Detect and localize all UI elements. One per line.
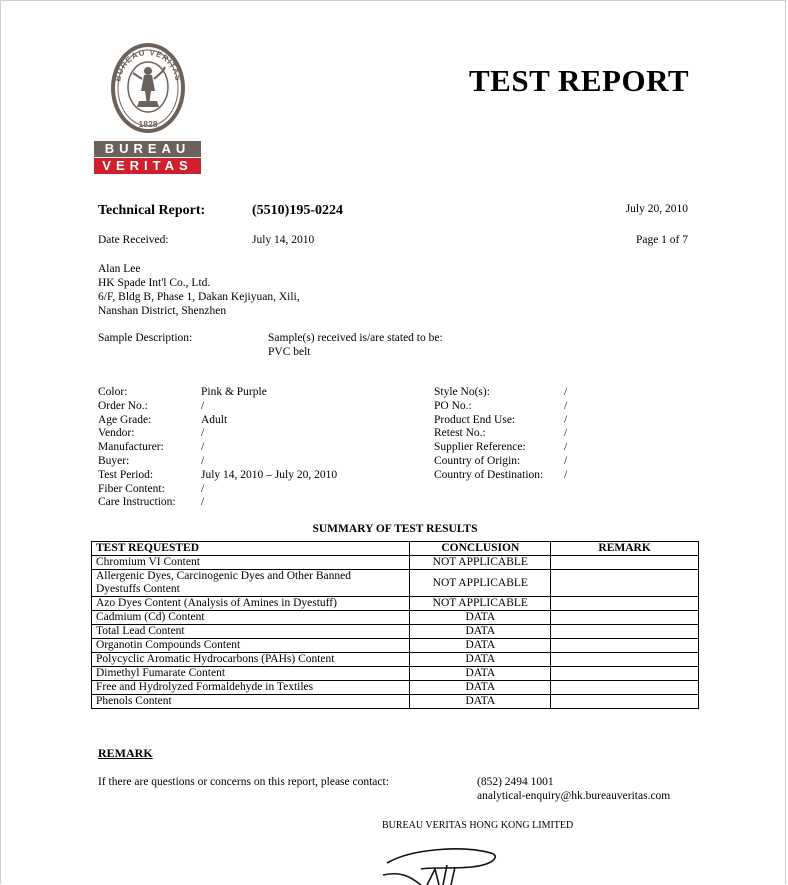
svg-text:BUREAU VERITAS: BUREAU VERITAS [113,47,183,83]
contact-phone: (852) 2494 1001 [477,776,554,788]
logo-word-veritas: VERITAS [94,158,201,174]
sample-line: Sample(s) received is/are stated to be: [268,332,443,344]
company-name: BUREAU VERITAS HONG KONG LIMITED [382,820,574,831]
table-row [92,695,699,709]
address-line: Alan Lee [98,263,141,275]
field-value: / [564,455,568,467]
remark [551,570,699,597]
test-name: Phenols Content [92,695,410,709]
technical-report-label: Technical Report: [98,203,206,218]
field-label: Manufacturer: [98,441,164,454]
conclusion: NOT APPLICABLE [410,556,551,570]
field-label: Country of Origin: [434,455,521,467]
column-header: TEST REQUESTED [92,542,410,556]
test-name: Polycyclic Aromatic Hydrocarbons (PAHs) Content [92,653,410,667]
date-received-value: July 14, 2010 [252,234,315,246]
conclusion: DATA [410,667,551,681]
table-row [92,625,699,639]
field-value: / [201,427,205,440]
address-line: HK Spade Int'l Co., Ltd. [98,277,211,289]
field-value: July 14, 2010 – July 20, 2010 [201,468,338,481]
field-label: Product End Use: [434,413,516,426]
conclusion: DATA [410,653,551,667]
page-title: TEST REPORT [469,63,690,98]
field-label: Age Grade: [98,413,152,426]
test-name: Azo Dyes Content (Analysis of Amines in Dyestuff) [92,597,410,611]
test-name: Cadmium (Cd) Content [92,611,410,625]
field-value: / [201,496,205,509]
field-value: / [564,427,568,440]
field-label: PO No.: [434,399,472,412]
technical-report-number: (5510)195-0224 [252,203,343,218]
field-value: / [201,455,205,467]
test-name: Dimethyl Fumarate Content [92,667,410,681]
report-date: July 20, 2010 [625,203,688,215]
summary-title: SUMMARY OF TEST RESULTS [312,523,478,535]
field-value: / [201,399,205,412]
table-row [92,639,699,653]
page-number: Page 1 of 7 [635,234,688,246]
address-line: Nanshan District, Shenzhen [98,305,227,317]
field-label: Supplier Reference: [434,441,526,454]
remark [551,639,699,653]
test-name: Allergenic Dyes, Carcinogenic Dyes and Other Banned Dyestuffs Content [92,570,410,597]
address-line: 6/F, Bldg B, Phase 1, Dakan Kejiyuan, Xili, [98,291,300,303]
remark-heading: REMARK [98,746,153,760]
column-header: REMARK [551,542,699,556]
signature-icon [381,843,511,885]
field-label: Retest No.: [434,427,486,440]
logo-word-bureau: BUREAU [94,141,201,157]
conclusion: DATA [410,625,551,639]
table-row [92,611,699,625]
field-value: / [564,399,568,412]
remark [551,653,699,667]
remark [551,695,699,709]
field-label: Buyer: [98,455,130,467]
field-value: / [201,482,205,495]
sample-description-label: Sample Description: [98,332,193,344]
field-label: Test Period: [98,468,154,481]
test-name: Total Lead Content [92,625,410,639]
conclusion: DATA [410,639,551,653]
table-row [92,681,699,695]
remark [551,556,699,570]
contact-text: If there are questions or concerns on this report, please contact: [98,776,389,788]
field-value: / [201,441,205,454]
conclusion: DATA [410,695,551,709]
test-name: Chromium VI Content [92,556,410,570]
table-row [92,597,699,611]
field-label: Care Instruction: [98,496,176,509]
test-name: Organotin Compounds Content [92,639,410,653]
address-block [98,262,300,318]
date-received-label: Date Received: [98,234,169,246]
remark [551,625,699,639]
svg-text:1828: 1828 [138,119,158,129]
field-value: / [564,441,568,454]
remark [551,667,699,681]
table-row [92,653,699,667]
field-value: / [564,386,568,398]
contact-email[interactable]: analytical-enquiry@hk.bureauveritas.com [477,790,671,802]
remark [551,681,699,695]
field-value: / [564,413,568,426]
conclusion: DATA [410,681,551,695]
field-label: Style No(s): [434,386,490,398]
field-value: Adult [201,413,228,426]
field-value: / [564,468,568,481]
conclusion: DATA [410,611,551,625]
field-label: Country of Destination: [434,468,544,481]
conclusion: NOT APPLICABLE [410,570,551,597]
field-label: Vendor: [98,427,135,440]
field-label: Fiber Content: [98,482,165,495]
remark [551,611,699,625]
table-row [92,556,699,570]
column-header: CONCLUSION [410,542,551,556]
test-name: Free and Hydrolyzed Formaldehyde in Textiles [92,681,410,695]
field-label: Order No.: [98,399,148,412]
summary-table [91,541,699,709]
table-row [92,667,699,681]
bureau-veritas-seal-icon [109,41,187,137]
remark [551,597,699,611]
field-value: Pink & Purple [201,386,267,398]
conclusion: NOT APPLICABLE [410,597,551,611]
sample-line: PVC belt [268,346,311,358]
table-header-row [92,542,699,556]
sample-description-value [268,331,443,359]
field-label: Color: [98,386,128,398]
table-row [92,570,699,597]
